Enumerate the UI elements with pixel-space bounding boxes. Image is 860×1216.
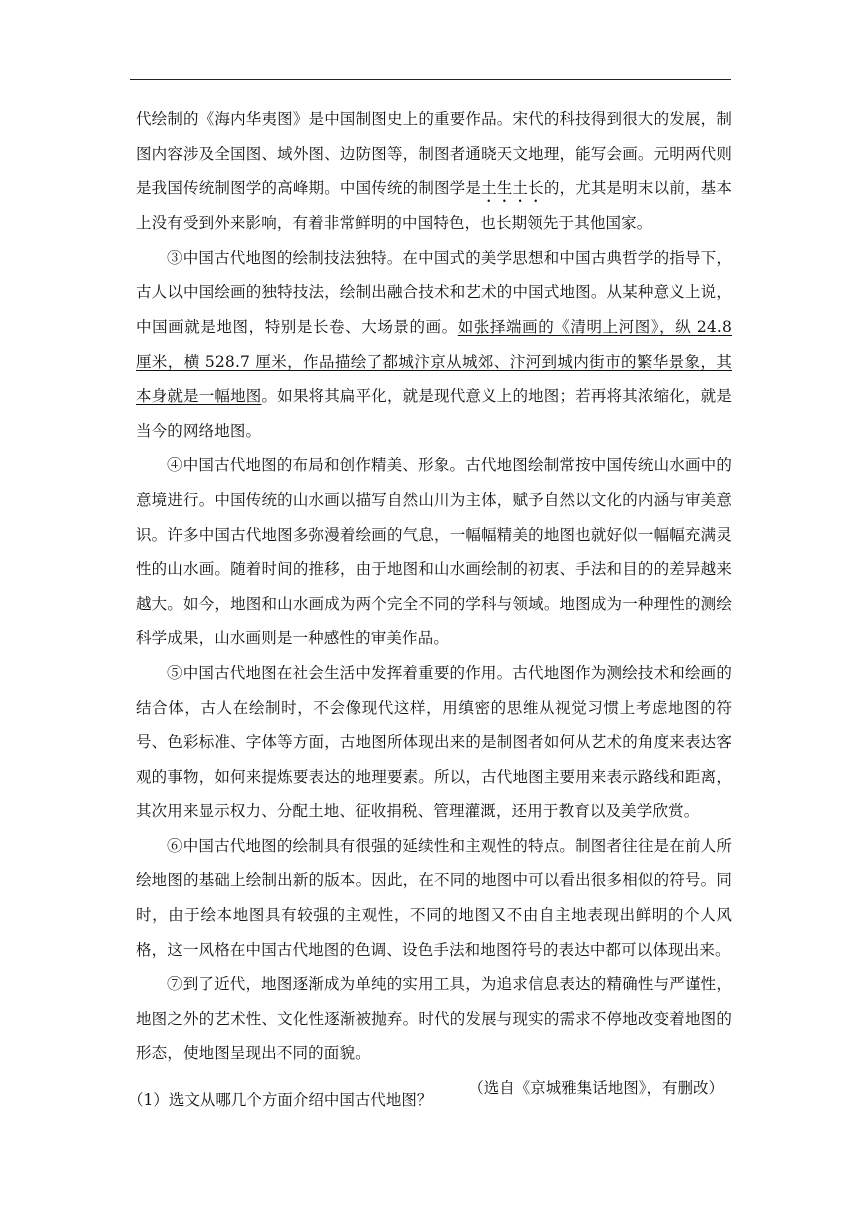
emphasis-dotted-phrase: 土生土长 [481,179,544,198]
paragraph-6: ⑥中国古代地图的绘制具有很强的延续性和主观性的特点。制图者往往是在前人所绘地图的基础上绘制出新的版本。因此，在不同的地图中可以看出很多相似的符号。同时，由于绘本地图具有较强的主观性，不同的地图又不由自主地表现出鲜明的个人风格，这一风格在中国古代地图的色调、设色手法和地图符号的表达中都可以体现出来。 [136,836,732,959]
paragraph-intro [136,102,732,241]
paragraph-5: ⑤中国古代地图在社会生活中发挥着重要的作用。古代地图作为测绘技术和绘画的结合体，古人在绘制时，不会像现代这样，用缜密的思维从视觉习惯上考虑地图的符号、色彩标准、字体等方面，古地图所体现出来的是制图者如何从艺术的角度来表达客观的事物，如何来提炼要表达的地理要素。所以，古代地图主要用来表示路线和距离，其次用来显示权力、分配土地、征收捐税、管理灌溉，还用于教育以及美学欣赏。 [136,663,732,821]
paragraph-3-text-before: ③中国古代地图的绘制技法独特。在中国式的美学思想和中国古典哲学的指导下，古人以中国绘画的独特技法，绘制出融合技术和艺术的中国式地图。从某种意义上说，中国画就是地图，特别是长卷、大场景的画。 [136,248,732,336]
source-citation: （选自《京城雅集话地图》，有删改） [468,1079,724,1098]
underlined-sentence: 如张择端画的《清明上河图》，纵 24.8 厘米，横 528.7 厘米，作品描绘了都城汴京从城郊、汴河到城内街市的繁华景象，其本身就是一幅地图 [136,317,732,406]
header-rule [130,79,731,80]
intro-text-before: 代绘制的《海内华夷图》是中国制图史上的重要作品。宋代的科技得到很大的发展，制图内容涉及全国图、域外图、边防图等，制图者通晓天文地理，能写会画。元明两代则是我国传统制图学的高峰期。中国传统的制图学是 [136,110,732,198]
paragraph-7: ⑦到了近代，地图逐渐成为单纯的实用工具，为追求信息表达的精确性与严谨性，地图之外的艺术性、文化性逐渐被抛弃。时代的发展与现实的需求不停地改变着地图的形态，使地图呈现出不同的面貌。 [136,975,732,1063]
paragraph-3 [136,241,732,449]
article-body [136,102,732,1106]
question-1: （1）选文从哪几个方面介绍中国古代地图？ [128,1091,433,1109]
paragraph-4: ④中国古代地图的布局和创作精美、形象。古代地图绘制常按中国传统山水画中的意境进行。中国传统的山水画以描写自然山川为主体，赋予自然以文化的内涵与审美意识。许多中国古代地图多弥漫着绘画的气息，一幅幅精美的地图也就好似一幅幅充满灵性的山水画。随着时间的推移，由于地图和山水画绘制的初衷、手法和目的的差异越来越大。如今，地图和山水画成为两个完全不同的学科与领域。地图成为一种理性的测绘科学成果，山水画则是一种感性的审美作品。 [136,456,732,648]
intro-text-after: 的，尤其是明末以前，基本上没有受到外来影响，有着非常鲜明的中国特色，也长期领先于其他国家。 [136,179,732,233]
paragraph-3-text-after: 。如果将其扁平化，就是现代意义上的地图；若再将其浓缩化，就是当今的网络地图。 [136,387,732,440]
